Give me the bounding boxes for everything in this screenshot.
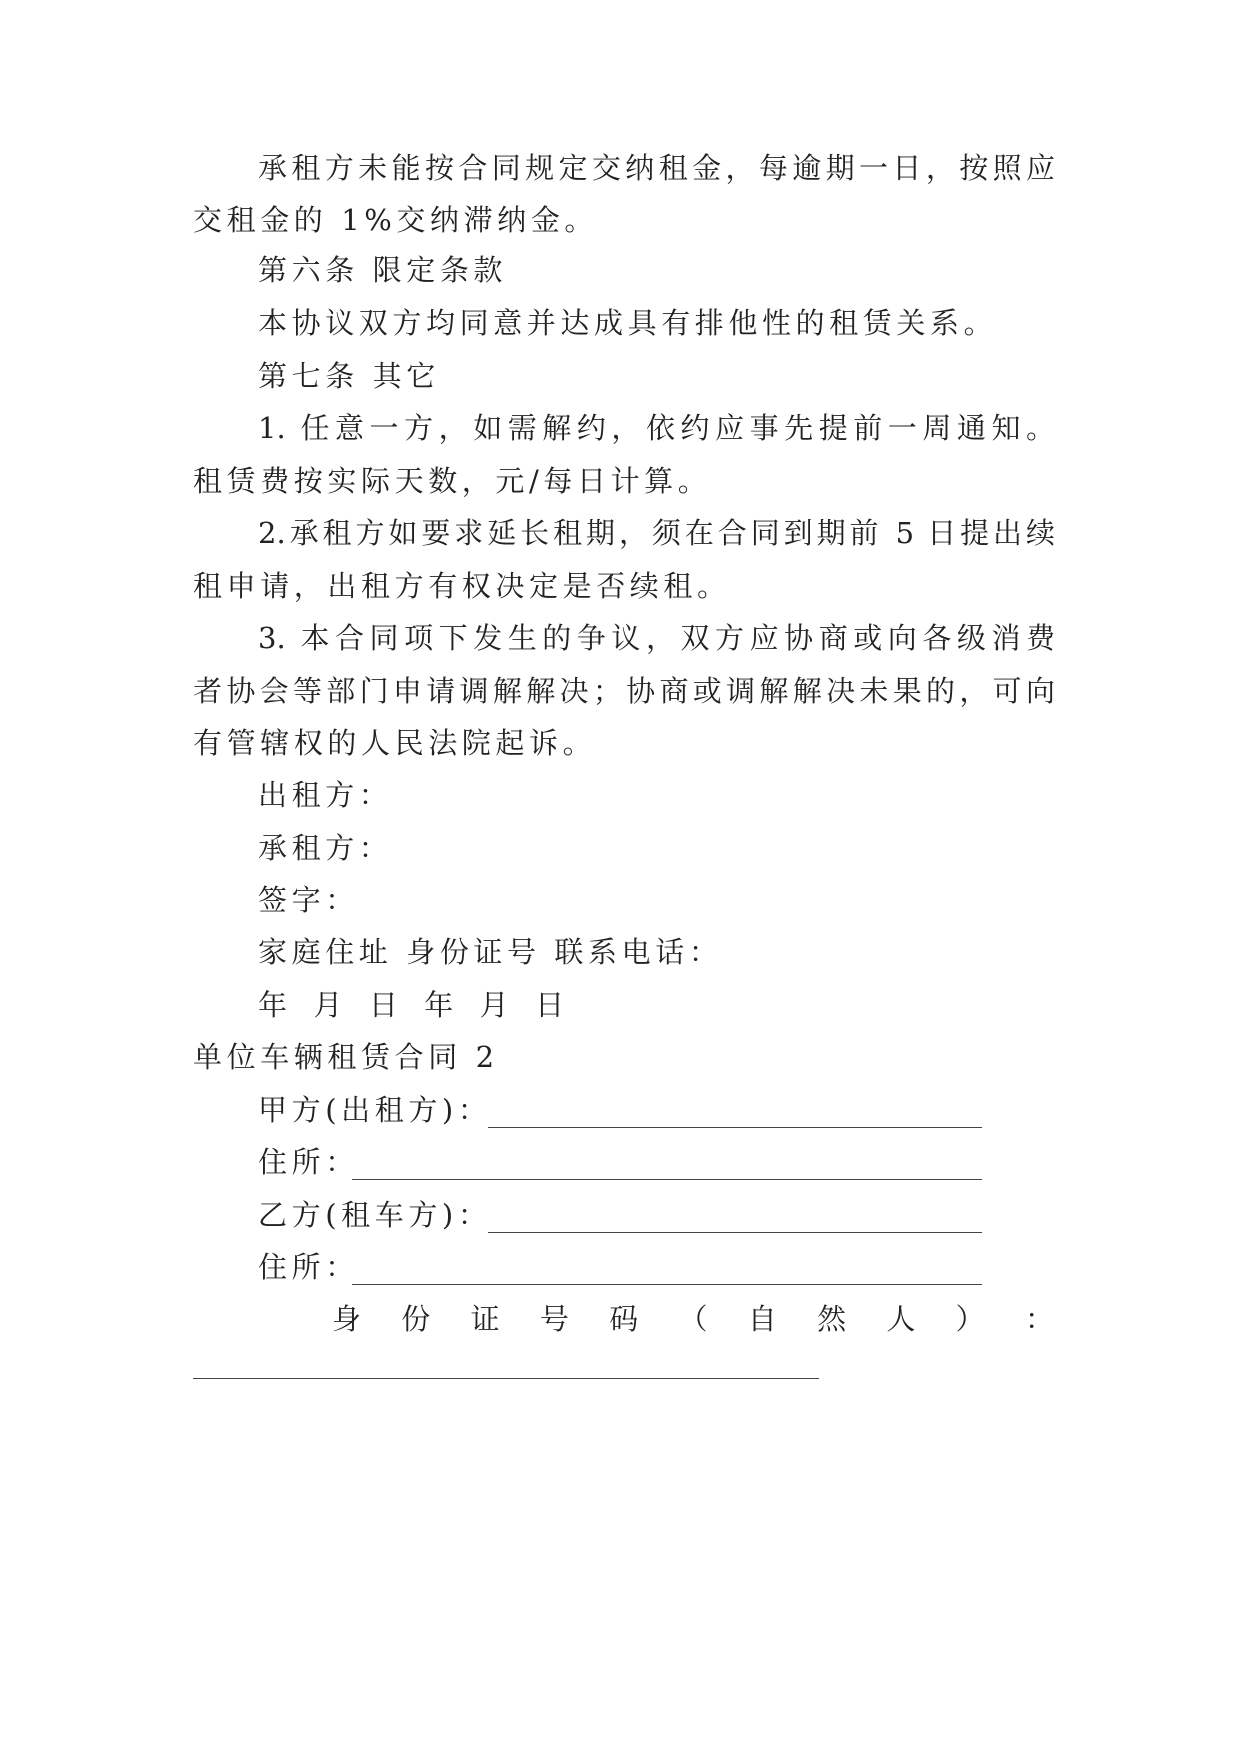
party-a-blank xyxy=(488,1127,982,1128)
party-a-address-label: 住所： xyxy=(258,1145,359,1179)
article-7-item-3-line-1: 3. 本合同项下发生的争议，双方应协商或向各级消费 xyxy=(258,621,1055,655)
article-7-item-3-line-3: 有管辖权的人民法院起诉。 xyxy=(193,726,597,760)
article-7-heading: 第七条 其它 xyxy=(258,359,440,393)
id-number-char: 证 xyxy=(470,1302,500,1336)
penalty-paragraph-line-2: 交租金的 1%交纳滞纳金。 xyxy=(193,203,599,237)
id-number-blank xyxy=(193,1378,819,1379)
party-b-address-blank xyxy=(352,1284,982,1285)
id-number-char: 然 xyxy=(817,1302,847,1336)
id-number-char: ） xyxy=(955,1302,985,1336)
party-a-address-blank xyxy=(352,1179,982,1180)
id-number-char: （ xyxy=(678,1302,708,1336)
party-b-blank xyxy=(488,1232,982,1233)
party-b-address-label: 住所： xyxy=(258,1250,359,1284)
party-b-label: 乙方(租车方)： xyxy=(258,1198,492,1232)
penalty-paragraph-line-1: 承租方未能按合同规定交纳租金，每逾期一日，按照应 xyxy=(258,151,1055,185)
party-a-label: 甲方(出租方)： xyxy=(258,1093,492,1127)
signature-label: 签字： xyxy=(258,883,359,917)
article-7-item-2-line-2: 租申请，出租方有权决定是否续租。 xyxy=(193,569,731,603)
contact-fields: 家庭住址 身份证号 联系电话： xyxy=(258,935,723,969)
article-7-item-1-line-2: 租赁费按实际天数，元/每日计算。 xyxy=(193,464,712,498)
contract-2-title: 单位车辆租赁合同 2 xyxy=(193,1040,499,1074)
date-fields: 年 月 日 年 月 日 xyxy=(258,988,569,1022)
lessee-label: 承租方： xyxy=(258,831,393,865)
id-number-char: 份 xyxy=(401,1302,431,1336)
article-7-item-1-line-1: 1. 任意一方，如需解约，依约应事先提前一周通知。 xyxy=(258,411,1055,445)
id-number-char: 身 xyxy=(332,1302,362,1336)
article-7-item-2-line-1: 2.承租方如要求延长租期，须在合同到期前 5 日提出续 xyxy=(258,516,1055,550)
id-number-char: ： xyxy=(1024,1302,1054,1336)
lessor-label: 出租方： xyxy=(258,778,393,812)
article-7-item-3-line-2: 者协会等部门申请调解解决；协商或调解解决未果的，可向 xyxy=(193,674,1055,708)
id-number-char: 自 xyxy=(747,1302,777,1336)
article-6-heading: 第六条 限定条款 xyxy=(258,253,508,287)
id-number-label xyxy=(332,1299,1054,1339)
article-6-text: 本协议双方均同意并达成具有排他性的租赁关系。 xyxy=(258,306,998,340)
id-number-char: 码 xyxy=(609,1302,639,1336)
id-number-char: 人 xyxy=(886,1302,916,1336)
id-number-char: 号 xyxy=(539,1302,569,1336)
